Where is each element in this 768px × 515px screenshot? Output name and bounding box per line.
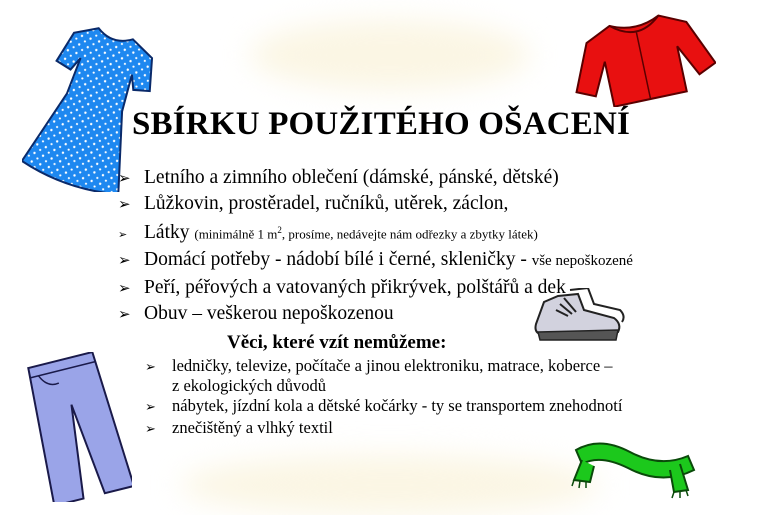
list-item-text: ledničky, televize, počítače a jinou elektroniku, matrace, koberce – xyxy=(172,356,613,375)
list-item xyxy=(145,396,622,418)
sweater-icon xyxy=(566,2,716,107)
bullet-arrow-icon: ➢ xyxy=(118,169,131,187)
list-item-text-continued: z ekologických důvodů xyxy=(172,376,326,395)
bullet-arrow-icon: ➢ xyxy=(145,422,156,437)
bullet-arrow-icon: ➢ xyxy=(118,195,131,214)
bullet-arrow-icon: ➢ xyxy=(118,304,131,323)
list-item-note: (minimálně 1 m xyxy=(194,225,278,241)
not-accepted-items-list xyxy=(145,356,622,440)
bullet-arrow-icon: ➢ xyxy=(145,400,156,415)
shoes-icon xyxy=(530,288,625,350)
scarf-icon xyxy=(570,430,700,500)
list-item xyxy=(118,191,633,217)
list-item xyxy=(118,218,633,248)
not-accepted-heading: Věci, které vzít nemůžeme: xyxy=(227,332,447,353)
bullet-arrow-icon: ➢ xyxy=(118,227,128,241)
superscript: 2 xyxy=(277,224,282,235)
pants-icon xyxy=(22,352,132,502)
list-item xyxy=(118,247,633,274)
list-item xyxy=(118,165,633,191)
list-item-text: znečištěný a vlhký textil xyxy=(172,418,333,437)
list-item-text: Peří, péřových a vatovaných přikrývek, polštářů a dek xyxy=(144,276,566,298)
list-item-note-continued: , prosíme, nedávejte nám odřezky a zbytky látek) xyxy=(281,225,538,241)
list-item-text: nábytek, jízdní kola a dětské kočárky - ty se transportem znehodnotí xyxy=(172,396,623,415)
background-glow-bottom xyxy=(180,455,600,515)
page-title: SBÍRKU POUŽITÉHO OŠACENÍ xyxy=(132,106,631,142)
list-item xyxy=(145,418,622,440)
background-glow-top xyxy=(250,20,530,90)
list-item-text: Domácí potřeby - nádobí bílé i černé, skleničky - xyxy=(144,249,532,271)
list-item xyxy=(145,356,622,396)
bullet-arrow-icon: ➢ xyxy=(145,360,156,375)
bullet-arrow-icon: ➢ xyxy=(118,278,131,297)
list-item-note: vše nepoškozené xyxy=(531,253,633,270)
bullet-arrow-icon: ➢ xyxy=(118,251,131,270)
list-item-text: Lůžkovin, prostěradel, ručníků, utěrek, záclon, xyxy=(144,193,509,215)
list-item-text: Letního a zimního oblečení (dámské, pánské, dětské) xyxy=(144,167,559,188)
list-item-text: Obuv – veškerou nepoškozenou xyxy=(144,302,394,324)
list-item-text: Látky xyxy=(144,221,190,243)
